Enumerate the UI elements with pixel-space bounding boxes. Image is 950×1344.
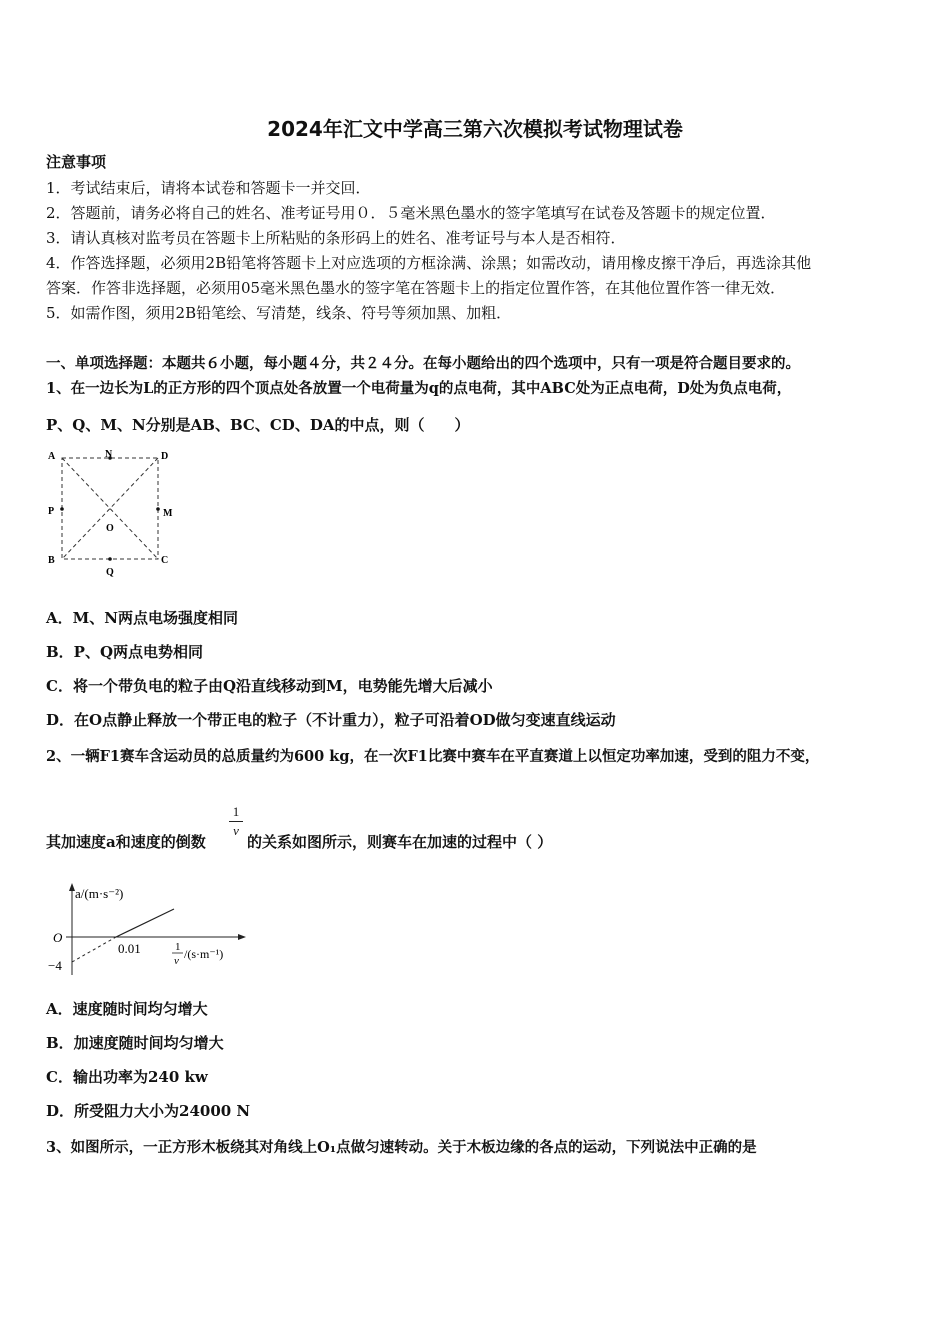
notice-item-3: 3．请认真核对监考员在答题卡上所粘贴的条形码上的姓名、准考证号与本人是否相符． <box>46 229 626 247</box>
notice-item-5: 5．如需作图，须用2B铅笔绘、写清楚，线条、符号等须加黑、加粗． <box>46 304 512 322</box>
point-p <box>60 507 64 511</box>
q2-option-b: B．加速度随时间均匀增大 <box>46 1034 224 1052</box>
q1-stem-line2: P、Q、M、N分别是AB、BC、CD、DA的中点，则（ ） <box>46 416 470 434</box>
x-intercept-label: 0.01 <box>118 941 141 956</box>
origin-label: O <box>53 930 63 945</box>
notice-item-4: 4．作答选择题，必须用2B铅笔将答题卡上对应选项的方框涂满、涂黑；如需改动，请用橡皮擦干净后，再选涂其他 <box>46 254 812 272</box>
x-axis-label-denominator: v <box>174 955 179 967</box>
label-a: A <box>48 451 56 462</box>
notice-item-4-cont: 答案．作答非选择题，必须用05毫米黑色墨水的签字笔在答题卡上的指定位置作答，在其他位置作答一律无效． <box>46 279 786 297</box>
q2-option-a: A．速度随时间均匀增大 <box>46 1000 208 1018</box>
graph-line <box>116 909 174 937</box>
label-c: C <box>161 555 169 566</box>
x-axis-label-numerator: 1 <box>175 941 181 953</box>
point-m <box>156 507 160 511</box>
section-heading: 一、单项选择题：本题共６小题，每小题４分，共２４分。在每小题给出的四个选项中，只有一项是符合题目要求的。 <box>46 355 800 372</box>
label-b: B <box>48 555 55 566</box>
q2-fraction <box>229 804 243 839</box>
label-n: N <box>105 449 113 460</box>
y-intercept-label: −4 <box>48 958 62 973</box>
q3-stem-line1: 3、如图所示，一正方形木板绕其对角线上O₁点做匀速转动。关于木板边缘的各点的运动，下列说法中正确的是 <box>46 1139 757 1156</box>
y-axis-label: a/(m·s⁻²) <box>75 886 124 901</box>
q2-option-d: D．所受阻力大小为24000 N <box>46 1102 251 1120</box>
q2-fraction-denominator: v <box>233 823 239 838</box>
label-d: D <box>161 451 169 462</box>
q2-stem-line1: 2、一辆F1赛车含运动员的总质量约为600 kg，在一次F1比赛中赛车在平直赛道上以恒定功率加速，受到的阻力不变， <box>46 748 820 765</box>
label-o: O <box>106 523 114 534</box>
q1-option-d: D．在O点静止释放一个带正电的粒子（不计重力），粒子可沿着OD做匀变速直线运动 <box>46 711 616 729</box>
point-q <box>108 557 112 561</box>
q1-stem-line1: 1、在一边长为L的正方形的四个顶点处各放置一个电荷量为q的点电荷，其中ABC处为正点电荷，D处为负点电荷， <box>46 380 792 397</box>
q2-stem-line2-post: 的关系如图所示，则赛车在加速的过程中（ ） <box>247 833 553 851</box>
q2-option-c: C．输出功率为240 kw <box>46 1068 208 1086</box>
label-q: Q <box>106 567 114 578</box>
q1-square-figure <box>44 446 184 578</box>
notice-item-1: 1．考试结束后，请将本试卷和答题卡一并交回． <box>46 179 371 197</box>
notice-item-2: 2．答题前，请务必将自己的姓名、准考证号用０．５毫米黑色墨水的签字笔填写在试卷及答题卡的规定位置． <box>46 204 776 222</box>
diagonal-ac <box>62 458 158 559</box>
label-p: P <box>48 506 55 517</box>
q2-fraction-numerator: 1 <box>232 804 240 819</box>
q2-stem-line2-pre: 其加速度a和速度的倒数 <box>46 833 206 851</box>
x-axis-arrow-icon <box>238 934 246 940</box>
graph-line-extrapolated <box>72 937 116 962</box>
page-title: 2024年汇文中学高三第六次模拟考试物理试卷 <box>267 117 683 141</box>
x-axis-unit-label: /(s·m⁻¹) <box>184 947 224 961</box>
square-outline <box>62 458 158 559</box>
label-m: M <box>163 508 173 519</box>
q1-option-c: C．将一个带负电的粒子由Q沿直线移动到M，电势能先增大后减小 <box>46 677 493 695</box>
q1-option-b: B．P、Q两点电势相同 <box>46 643 204 661</box>
q2-fraction-bar <box>229 821 243 822</box>
q1-option-a: A．M、N两点电场强度相同 <box>46 609 238 627</box>
notice-heading: 注意事项 <box>46 153 107 171</box>
q2-graph-figure <box>44 880 254 980</box>
diagonal-bd <box>62 458 158 559</box>
